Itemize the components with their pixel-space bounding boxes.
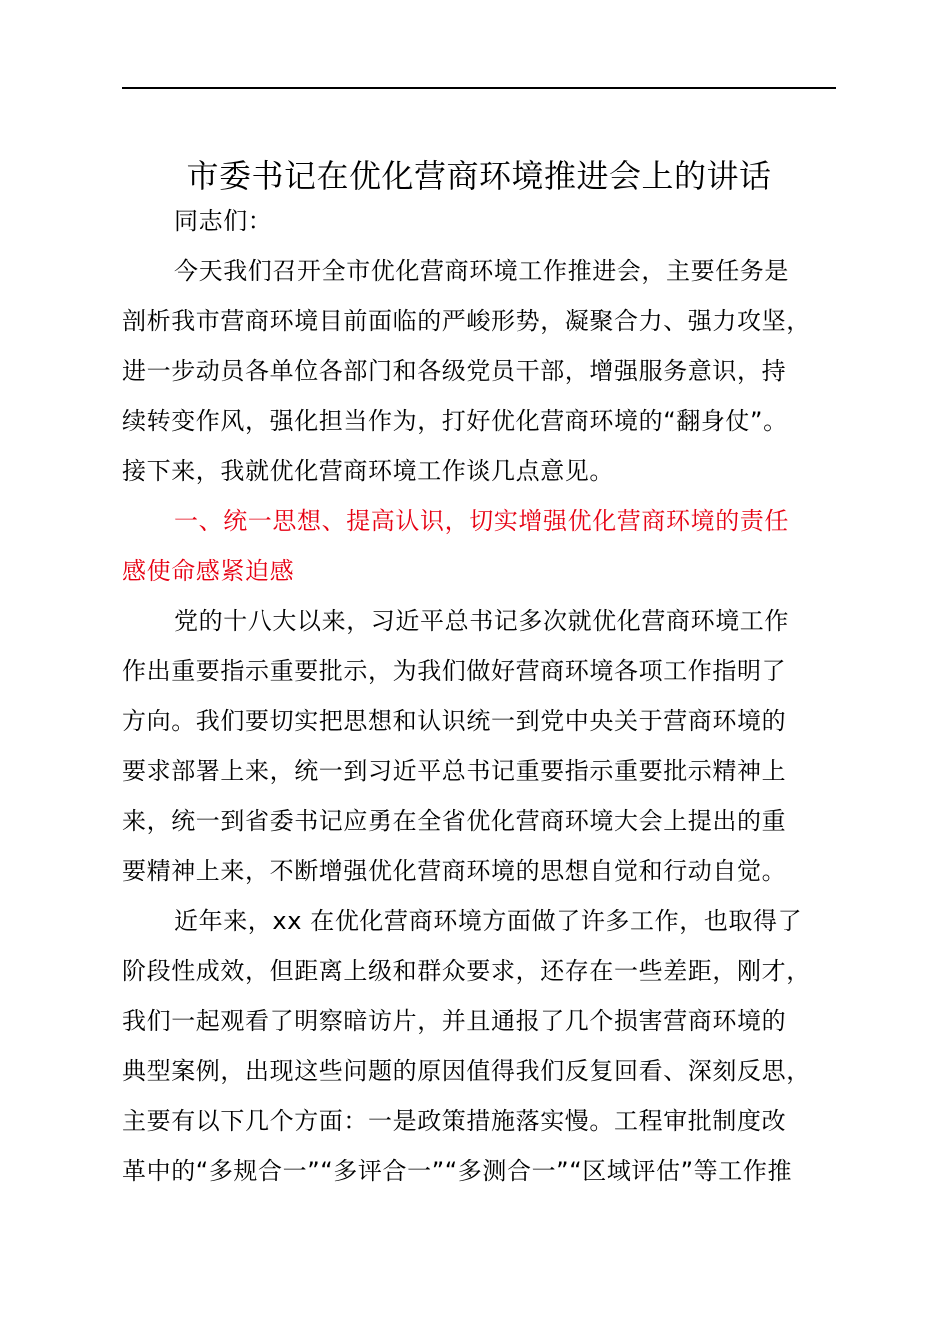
- paragraph-line: 接下来，我就优化营商环境工作谈几点意见。: [122, 457, 614, 485]
- paragraph-line: 来，统一到省委书记应勇在全省优化营商环境大会上提出的重: [122, 807, 787, 835]
- section-heading: 感使命感紧迫感: [122, 557, 295, 585]
- document-title: 市委书记在优化营商环境推进会上的讲话: [186, 157, 772, 195]
- paragraph-line: 要求部署上来，统一到习近平总书记重要指示重要批示精神上: [122, 757, 787, 785]
- paragraph-line: 近年来，xx 在优化营商环境方面做了许多工作，也取得了: [174, 907, 803, 935]
- paragraph-line: 我们一起观看了明察暗访片，并且通报了几个损害营商环境的: [122, 1007, 787, 1035]
- salutation: 同志们：: [174, 207, 273, 235]
- paragraph-line: 进一步动员各单位各部门和各级党员干部，增强服务意识，持: [122, 357, 787, 385]
- paragraph-line: 革中的“多规合一”“多评合一”“多测合一”“区域评估”等工作推: [122, 1157, 793, 1185]
- paragraph-line: 主要有以下几个方面：一是政策措施落实慢。工程审批制度改: [122, 1107, 787, 1135]
- paragraph-line: 作出重要指示重要批示，为我们做好营商环境各项工作指明了: [122, 657, 787, 685]
- paragraph-line: 方向。我们要切实把思想和认识统一到党中央关于营商环境的: [122, 707, 787, 735]
- paragraph-line: 阶段性成效，但距离上级和群众要求，还存在一些差距，刚才，: [122, 957, 811, 985]
- paragraph-line: 党的十八大以来，习近平总书记多次就优化营商环境工作: [174, 607, 789, 635]
- paragraph-line: 续转变作风，强化担当作为，打好优化营商环境的“翻身仗”。: [122, 407, 788, 435]
- paragraph-line: 今天我们召开全市优化营商环境工作推进会，主要任务是: [174, 257, 789, 285]
- paragraph-line: 要精神上来，不断增强优化营商环境的思想自觉和行动自觉。: [122, 857, 787, 885]
- header-rule: [122, 87, 836, 89]
- paragraph-line: 典型案例，出现这些问题的原因值得我们反复回看、深刻反思，: [122, 1057, 811, 1085]
- document-body: [122, 196, 862, 1196]
- section-heading: 一、统一思想、提高认识，切实增强优化营商环境的责任: [174, 507, 789, 535]
- paragraph-line: 剖析我市营商环境目前面临的严峻形势，凝聚合力、强力攻坚，: [122, 307, 811, 335]
